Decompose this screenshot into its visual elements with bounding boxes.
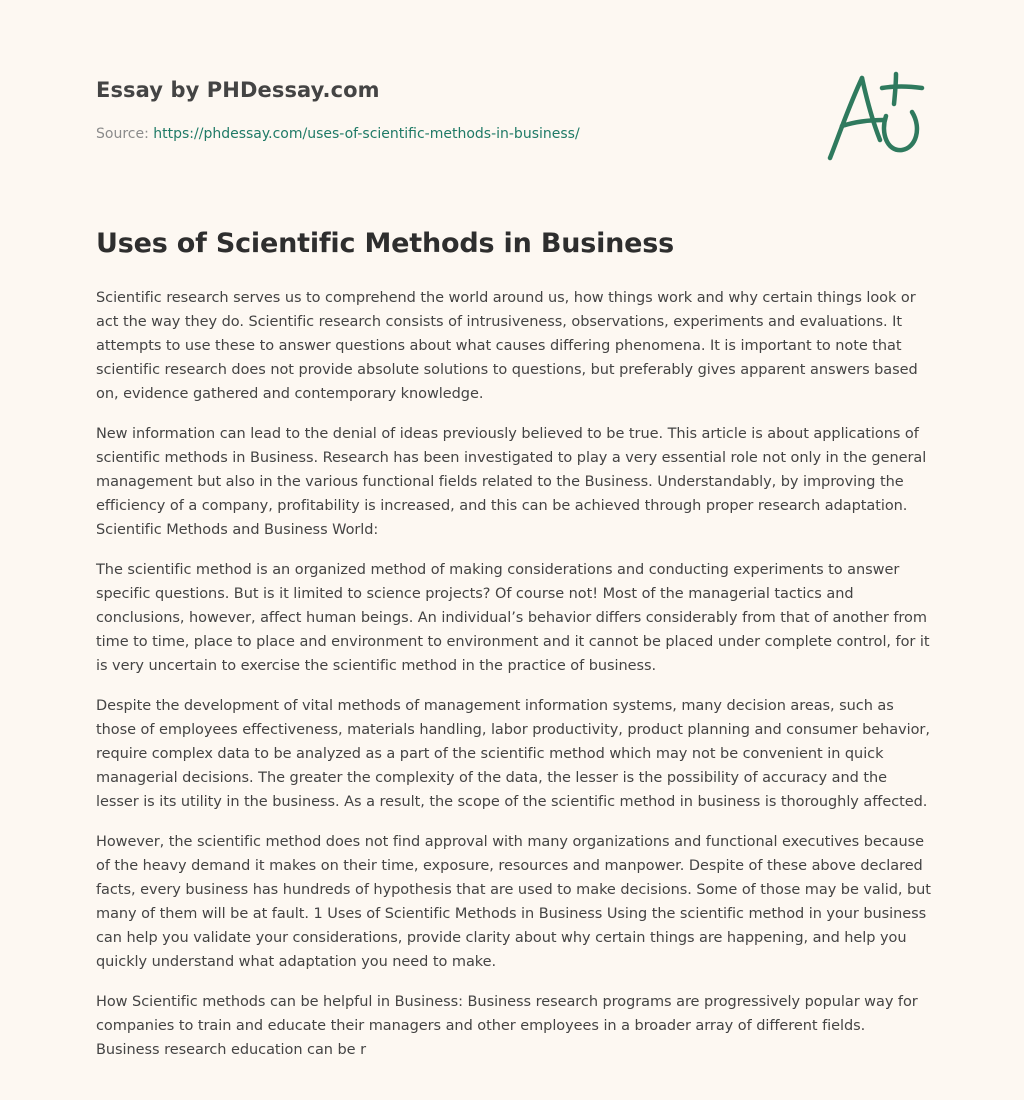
source-label: Source: [96,126,149,142]
article-paragraph: However, the scientific method does not find approval with many organizations and functional executives because of the heavy demand it makes on their time, exposure, resources and manpower. Despite of these above declared facts, every business has hundreds of hypothesis that are used to make decisions. Some of those may be valid, but many of them will be at fault. 1 Uses of Scientific Methods in Business Using the scientific method in your business can help you validate your considerations, provide clarity about why certain things are happening, and help you quickly understand what adaptation you need to make. [96,834,931,970]
article-paragraph: Despite the development of vital methods of management information systems, many decision areas, such as those of employees effectiveness, materials handling, labor productivity, product planning and consumer behavior, require complex data to be analyzed as a part of the scientific method which may not be convenient in quick managerial decisions. The greater the complexity of the data, the lesser is the possibility of accuracy and the lesser is its utility in the business. As a result, the scope of the scientific method in business is thoroughly affected. [96,698,930,810]
article-paragraph: Scientific research serves us to comprehend the world around us, how things work and why certain things look or act the way they do. Scientific research consists of intrusiveness, observations, experiments and evaluations. It attempts to use these to answer questions about what causes differing phenomena. It is important to note that scientific research does not provide absolute solutions to questions, but preferably gives apparent answers based on, evidence gathered and contemporary knowledge. [96,290,918,402]
source-line [96,124,796,144]
article-paragraph: How Scientific methods can be helpful in Business: Business research programs are progressively popular way for companies to train and educate their managers and other employees in a broader array of different fields. Business research education can be r [96,994,918,1058]
article-title: Uses of Scientific Methods in Business [96,228,675,259]
source-link[interactable]: https://phdessay.com/uses-of-scientific-methods-in-business/ [153,126,580,142]
article-paragraph: The scientific method is an organized method of making considerations and conducting experiments to answer specific questions. But is it limited to science projects? Of course not! Most of the managerial tactics and conclusions, however, affect human beings. An individual’s behavior differs considerably from that of another from time to time, place to place and environment to environment and it cannot be placed under complete control, for it is very uncertain to exercise the scientific method in the practice of business. [96,562,930,674]
article-paragraph: New information can lead to the denial of ideas previously believed to be true. This article is about applications of scientific methods in Business. Research has been investigated to play a very essential role not only in the general management but also in the various functional fields related to the Business. Understandably, by improving the efficiency of a company, profitability is increased, and this can be achieved through proper research adaptation. Scientific Methods and Business World: [96,426,927,538]
article [96,226,932,1078]
a-plus-grade-icon [822,68,926,164]
site-brand: Essay by PHDessay.com [96,78,380,102]
essay-header [96,76,796,144]
